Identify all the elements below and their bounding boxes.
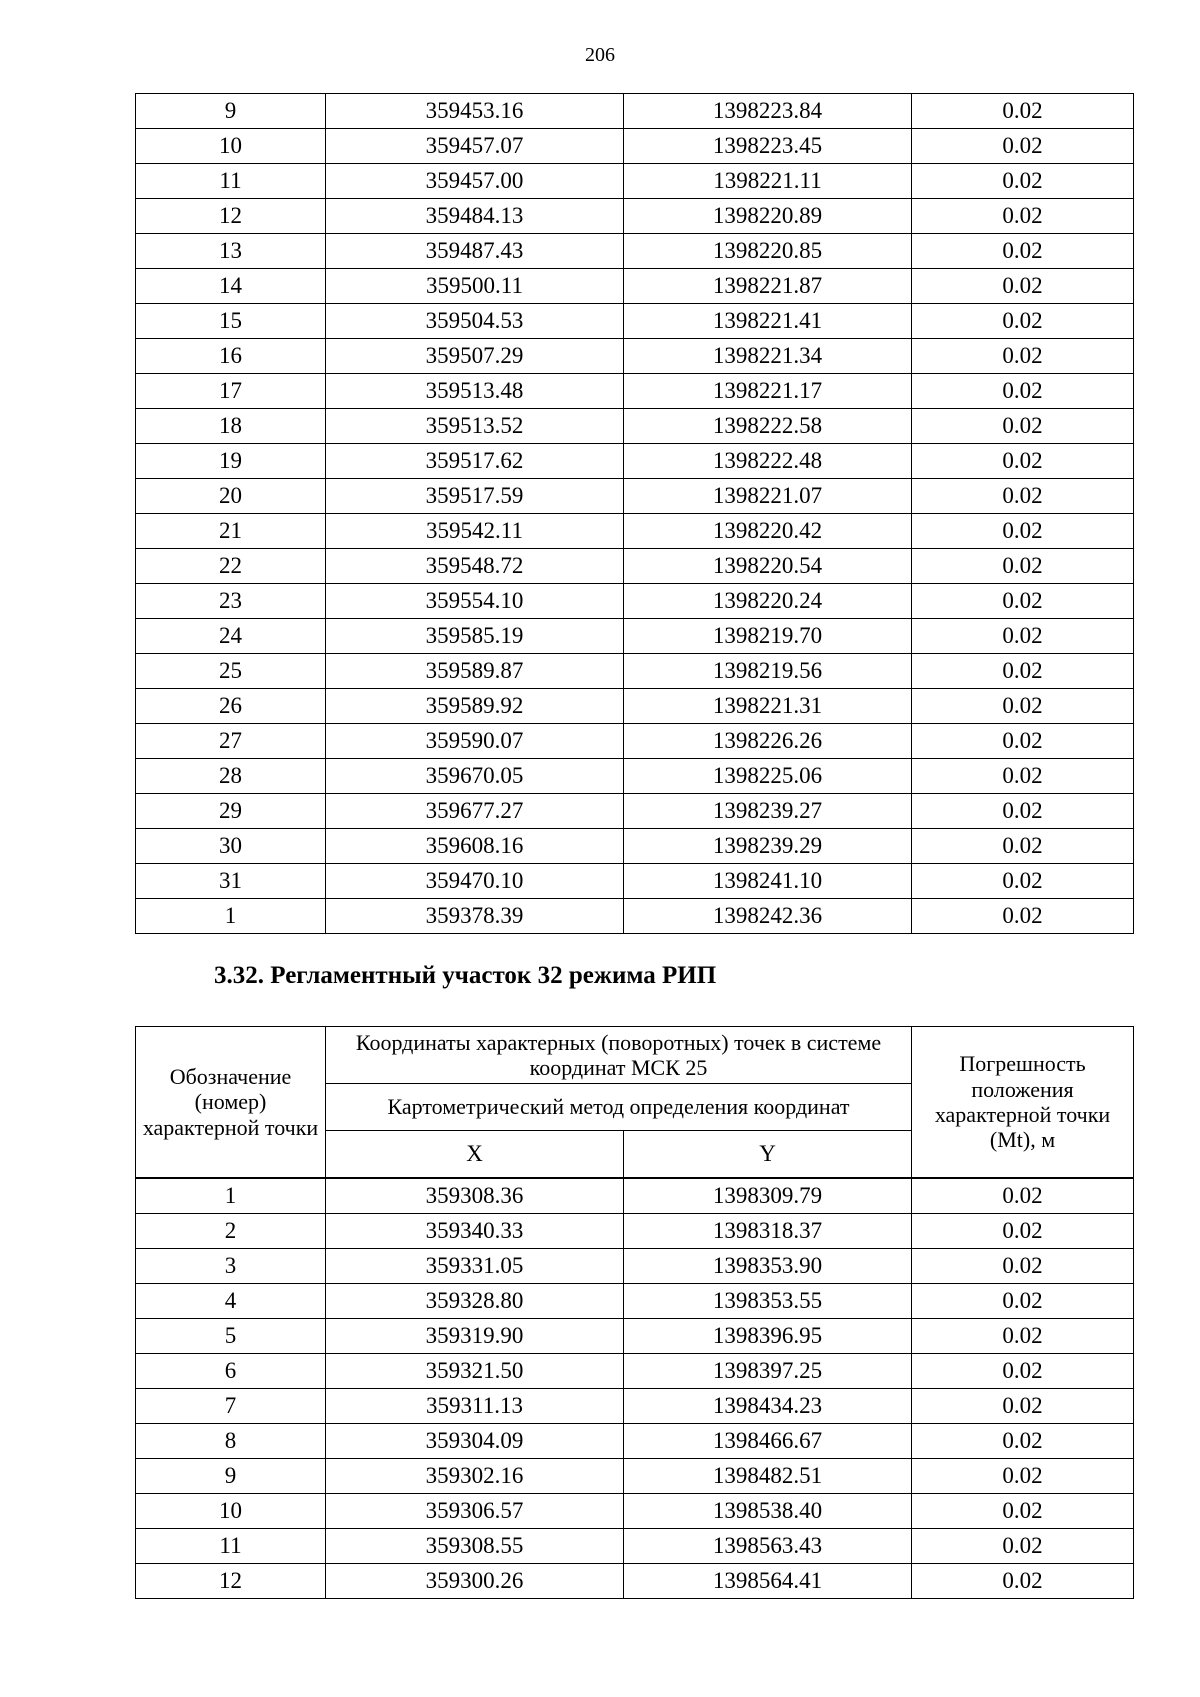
point-number-cell: 26 — [136, 689, 326, 724]
x-coordinate-cell: 359548.72 — [326, 549, 624, 584]
y-coordinate-cell: 1398221.07 — [624, 479, 912, 514]
point-number-cell: 10 — [136, 1494, 326, 1529]
x-coordinate-cell: 359500.11 — [326, 269, 624, 304]
y-coordinate-cell: 1398221.87 — [624, 269, 912, 304]
table-row — [136, 1459, 1134, 1494]
x-coordinate-cell: 359308.55 — [326, 1529, 624, 1564]
table-row — [136, 304, 1134, 339]
x-coordinate-cell: 359517.59 — [326, 479, 624, 514]
table-row — [136, 269, 1134, 304]
point-number-cell: 1 — [136, 1178, 326, 1214]
error-cell: 0.02 — [912, 1389, 1134, 1424]
point-number-cell: 21 — [136, 514, 326, 549]
y-coordinate-cell: 1398564.41 — [624, 1564, 912, 1599]
x-coordinate-cell: 359554.10 — [326, 584, 624, 619]
point-number-cell: 14 — [136, 269, 326, 304]
point-number-cell: 11 — [136, 1529, 326, 1564]
x-coordinate-cell: 359308.36 — [326, 1178, 624, 1214]
point-number-cell: 10 — [136, 129, 326, 164]
error-cell: 0.02 — [912, 549, 1134, 584]
point-number-cell: 16 — [136, 339, 326, 374]
header-coords-group: Координаты характерных (поворотных) точек в системе координат МСК 25 — [326, 1027, 912, 1084]
header-method: Картометрический метод определения координат — [326, 1084, 912, 1131]
point-number-cell: 29 — [136, 794, 326, 829]
error-cell: 0.02 — [912, 1354, 1134, 1389]
y-coordinate-cell: 1398396.95 — [624, 1319, 912, 1354]
error-cell: 0.02 — [912, 479, 1134, 514]
error-cell: 0.02 — [912, 1284, 1134, 1319]
error-cell: 0.02 — [912, 654, 1134, 689]
x-coordinate-cell: 359306.57 — [326, 1494, 624, 1529]
table-row — [136, 724, 1134, 759]
table-row — [136, 1319, 1134, 1354]
point-number-cell: 23 — [136, 584, 326, 619]
point-number-cell: 12 — [136, 1564, 326, 1599]
point-number-cell: 5 — [136, 1319, 326, 1354]
table-row — [136, 479, 1134, 514]
point-number-cell: 18 — [136, 409, 326, 444]
point-number-cell: 7 — [136, 1389, 326, 1424]
x-coordinate-cell: 359304.09 — [326, 1424, 624, 1459]
y-coordinate-cell: 1398222.58 — [624, 409, 912, 444]
y-coordinate-cell: 1398220.85 — [624, 234, 912, 269]
table-row — [136, 1424, 1134, 1459]
y-coordinate-cell: 1398223.84 — [624, 94, 912, 129]
coordinates-table-continued — [135, 93, 1134, 934]
table-row — [136, 619, 1134, 654]
point-number-cell: 6 — [136, 1354, 326, 1389]
error-cell: 0.02 — [912, 1529, 1134, 1564]
table-1-body — [136, 94, 1134, 934]
table-2-header — [136, 1027, 1134, 1179]
error-cell: 0.02 — [912, 234, 1134, 269]
y-coordinate-cell: 1398223.45 — [624, 129, 912, 164]
point-number-cell: 15 — [136, 304, 326, 339]
table-row — [136, 1284, 1134, 1319]
header-position-error: Погрешность положения характерной точки (Mt), м — [912, 1027, 1134, 1179]
table-row — [136, 339, 1134, 374]
point-number-cell: 19 — [136, 444, 326, 479]
error-cell: 0.02 — [912, 1319, 1134, 1354]
x-coordinate-cell: 359470.10 — [326, 864, 624, 899]
header-point-number: Обозначение (номер) характерной точки — [136, 1027, 326, 1179]
x-coordinate-cell: 359507.29 — [326, 339, 624, 374]
point-number-cell: 20 — [136, 479, 326, 514]
y-coordinate-cell: 1398239.29 — [624, 829, 912, 864]
y-coordinate-cell: 1398397.25 — [624, 1354, 912, 1389]
error-cell: 0.02 — [912, 199, 1134, 234]
error-cell: 0.02 — [912, 689, 1134, 724]
error-cell: 0.02 — [912, 514, 1134, 549]
error-cell: 0.02 — [912, 724, 1134, 759]
y-coordinate-cell: 1398434.23 — [624, 1389, 912, 1424]
error-cell: 0.02 — [912, 1178, 1134, 1214]
error-cell: 0.02 — [912, 339, 1134, 374]
error-cell: 0.02 — [912, 304, 1134, 339]
error-cell: 0.02 — [912, 829, 1134, 864]
table-row — [136, 549, 1134, 584]
point-number-cell: 11 — [136, 164, 326, 199]
x-coordinate-cell: 359513.52 — [326, 409, 624, 444]
y-coordinate-cell: 1398466.67 — [624, 1424, 912, 1459]
y-coordinate-cell: 1398221.34 — [624, 339, 912, 374]
point-number-cell: 13 — [136, 234, 326, 269]
y-coordinate-cell: 1398239.27 — [624, 794, 912, 829]
section-heading: 3.32. Регламентный участок 32 режима РИП — [214, 962, 717, 989]
y-coordinate-cell: 1398220.24 — [624, 584, 912, 619]
y-coordinate-cell: 1398242.36 — [624, 899, 912, 934]
x-coordinate-cell: 359484.13 — [326, 199, 624, 234]
x-coordinate-cell: 359608.16 — [326, 829, 624, 864]
table-row — [136, 409, 1134, 444]
x-coordinate-cell: 359590.07 — [326, 724, 624, 759]
table-row — [136, 584, 1134, 619]
table-row — [136, 899, 1134, 934]
table-row — [136, 199, 1134, 234]
error-cell: 0.02 — [912, 1424, 1134, 1459]
x-coordinate-cell: 359542.11 — [326, 514, 624, 549]
error-cell: 0.02 — [912, 1214, 1134, 1249]
point-number-cell: 30 — [136, 829, 326, 864]
x-coordinate-cell: 359517.62 — [326, 444, 624, 479]
error-cell: 0.02 — [912, 269, 1134, 304]
table-row — [136, 1389, 1134, 1424]
table-row — [136, 1249, 1134, 1284]
table-row — [136, 444, 1134, 479]
point-number-cell: 22 — [136, 549, 326, 584]
table-row — [136, 129, 1134, 164]
point-number-cell: 4 — [136, 1284, 326, 1319]
x-coordinate-cell: 359453.16 — [326, 94, 624, 129]
header-x: X — [326, 1131, 624, 1179]
error-cell: 0.02 — [912, 129, 1134, 164]
table-row — [136, 234, 1134, 269]
table-row — [136, 794, 1134, 829]
point-number-cell: 31 — [136, 864, 326, 899]
x-coordinate-cell: 359302.16 — [326, 1459, 624, 1494]
point-number-cell: 27 — [136, 724, 326, 759]
header-y: Y — [624, 1131, 912, 1179]
point-number-cell: 24 — [136, 619, 326, 654]
table-row — [136, 1564, 1134, 1599]
error-cell: 0.02 — [912, 1494, 1134, 1529]
error-cell: 0.02 — [912, 759, 1134, 794]
x-coordinate-cell: 359328.80 — [326, 1284, 624, 1319]
error-cell: 0.02 — [912, 1249, 1134, 1284]
table-2-body — [136, 1178, 1134, 1599]
x-coordinate-cell: 359319.90 — [326, 1319, 624, 1354]
table-row — [136, 829, 1134, 864]
table-row — [136, 759, 1134, 794]
y-coordinate-cell: 1398220.42 — [624, 514, 912, 549]
point-number-cell: 2 — [136, 1214, 326, 1249]
y-coordinate-cell: 1398226.26 — [624, 724, 912, 759]
x-coordinate-cell: 359457.07 — [326, 129, 624, 164]
y-coordinate-cell: 1398222.48 — [624, 444, 912, 479]
point-number-cell: 3 — [136, 1249, 326, 1284]
table-row — [136, 1178, 1134, 1214]
x-coordinate-cell: 359457.00 — [326, 164, 624, 199]
y-coordinate-cell: 1398538.40 — [624, 1494, 912, 1529]
error-cell: 0.02 — [912, 94, 1134, 129]
table-row — [136, 1354, 1134, 1389]
y-coordinate-cell: 1398353.90 — [624, 1249, 912, 1284]
point-number-cell: 9 — [136, 94, 326, 129]
error-cell: 0.02 — [912, 619, 1134, 654]
error-cell: 0.02 — [912, 409, 1134, 444]
table-row — [136, 374, 1134, 409]
x-coordinate-cell: 359589.92 — [326, 689, 624, 724]
x-coordinate-cell: 359589.87 — [326, 654, 624, 689]
x-coordinate-cell: 359677.27 — [326, 794, 624, 829]
x-coordinate-cell: 359513.48 — [326, 374, 624, 409]
point-number-cell: 25 — [136, 654, 326, 689]
error-cell: 0.02 — [912, 164, 1134, 199]
y-coordinate-cell: 1398219.56 — [624, 654, 912, 689]
y-coordinate-cell: 1398219.70 — [624, 619, 912, 654]
error-cell: 0.02 — [912, 794, 1134, 829]
y-coordinate-cell: 1398221.31 — [624, 689, 912, 724]
y-coordinate-cell: 1398318.37 — [624, 1214, 912, 1249]
page-number: 206 — [585, 44, 615, 66]
x-coordinate-cell: 359321.50 — [326, 1354, 624, 1389]
error-cell: 0.02 — [912, 374, 1134, 409]
x-coordinate-cell: 359670.05 — [326, 759, 624, 794]
y-coordinate-cell: 1398309.79 — [624, 1178, 912, 1214]
point-number-cell: 28 — [136, 759, 326, 794]
error-cell: 0.02 — [912, 584, 1134, 619]
point-number-cell: 9 — [136, 1459, 326, 1494]
table-row — [136, 1529, 1134, 1564]
table-row — [136, 94, 1134, 129]
y-coordinate-cell: 1398225.06 — [624, 759, 912, 794]
y-coordinate-cell: 1398482.51 — [624, 1459, 912, 1494]
error-cell: 0.02 — [912, 864, 1134, 899]
y-coordinate-cell: 1398220.89 — [624, 199, 912, 234]
y-coordinate-cell: 1398221.41 — [624, 304, 912, 339]
table-row — [136, 514, 1134, 549]
x-coordinate-cell: 359504.53 — [326, 304, 624, 339]
table-row — [136, 1494, 1134, 1529]
y-coordinate-cell: 1398220.54 — [624, 549, 912, 584]
table-row — [136, 864, 1134, 899]
coordinates-table-section-32 — [135, 1026, 1134, 1599]
table-row — [136, 689, 1134, 724]
y-coordinate-cell: 1398221.11 — [624, 164, 912, 199]
x-coordinate-cell: 359378.39 — [326, 899, 624, 934]
x-coordinate-cell: 359311.13 — [326, 1389, 624, 1424]
x-coordinate-cell: 359300.26 — [326, 1564, 624, 1599]
x-coordinate-cell: 359340.33 — [326, 1214, 624, 1249]
y-coordinate-cell: 1398353.55 — [624, 1284, 912, 1319]
x-coordinate-cell: 359585.19 — [326, 619, 624, 654]
y-coordinate-cell: 1398241.10 — [624, 864, 912, 899]
point-number-cell: 17 — [136, 374, 326, 409]
point-number-cell: 1 — [136, 899, 326, 934]
table-row — [136, 654, 1134, 689]
x-coordinate-cell: 359487.43 — [326, 234, 624, 269]
error-cell: 0.02 — [912, 1564, 1134, 1599]
error-cell: 0.02 — [912, 1459, 1134, 1494]
x-coordinate-cell: 359331.05 — [326, 1249, 624, 1284]
y-coordinate-cell: 1398563.43 — [624, 1529, 912, 1564]
y-coordinate-cell: 1398221.17 — [624, 374, 912, 409]
point-number-cell: 8 — [136, 1424, 326, 1459]
error-cell: 0.02 — [912, 899, 1134, 934]
error-cell: 0.02 — [912, 444, 1134, 479]
table-row — [136, 164, 1134, 199]
point-number-cell: 12 — [136, 199, 326, 234]
table-row — [136, 1214, 1134, 1249]
